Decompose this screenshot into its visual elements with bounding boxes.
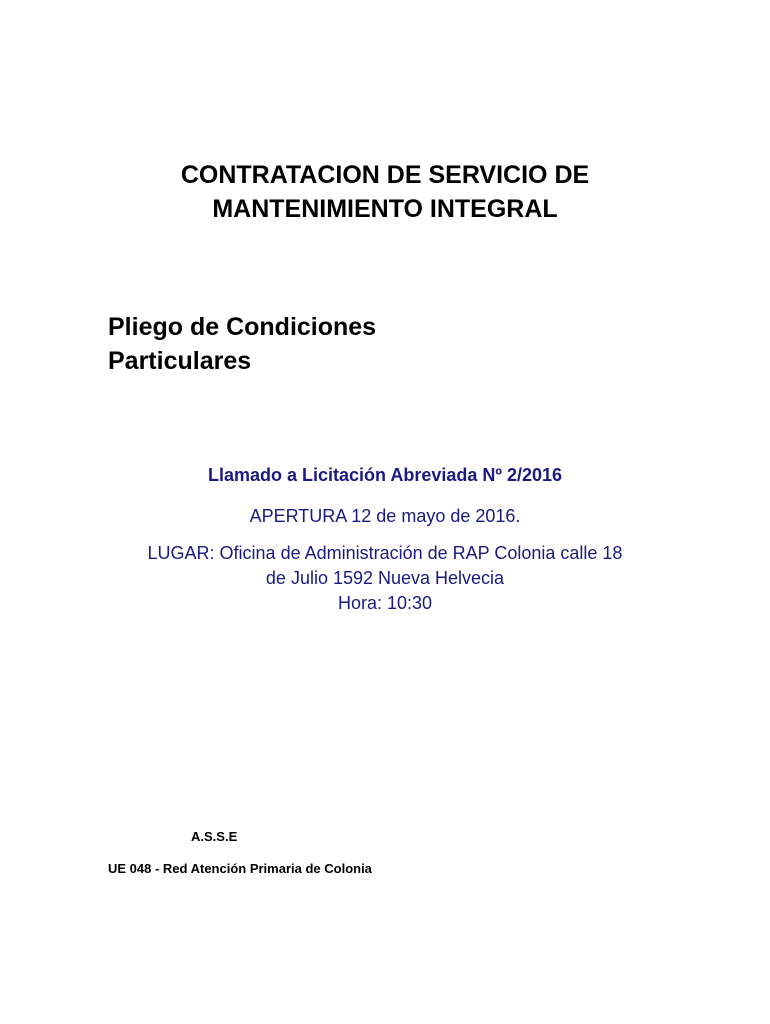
document-subtitle-line-1: Pliego de Condiciones	[108, 313, 377, 341]
document-subtitle-line-2: Particulares	[108, 347, 252, 375]
document-title-line-1: CONTRATACION DE SERVICIO DE	[180, 161, 590, 189]
opening-date: APERTURA 12 de mayo de 2016.	[249, 506, 521, 526]
organization-name: A.S.S.E	[191, 829, 238, 844]
document-subtitle	[108, 310, 376, 378]
executing-unit: UE 048 - Red Atención Primaria de Colonia	[108, 861, 372, 876]
opening-place	[0, 541, 770, 616]
place-line-1: LUGAR: Oficina de Administración de RAP Colonia calle 18	[147, 543, 623, 563]
opening-time: Hora: 10:30	[337, 593, 433, 613]
document-title	[0, 158, 770, 226]
document-title-line-2: MANTENIMIENTO INTEGRAL	[212, 195, 558, 223]
tender-call: Llamado a Licitación Abreviada Nº 2/2016	[207, 465, 563, 485]
place-line-2: de Julio 1592 Nueva Helvecia	[265, 568, 505, 588]
